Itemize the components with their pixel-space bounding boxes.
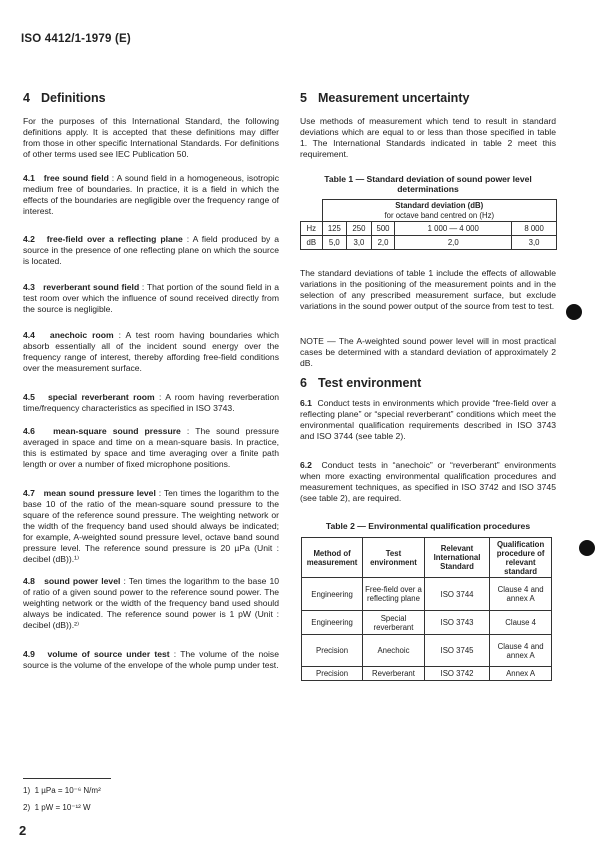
clause-number: 4.1: [23, 173, 35, 183]
table-cell: ISO 3742: [424, 667, 489, 681]
clause-text: Conduct tests in environments which provide “free-field over a reflecting plane” or “special reverberant” conditions which meet the environmental qualification requirements described in ISO 3743 and ISO 3744 (see table 2).: [300, 398, 556, 441]
table-cell: Engineering: [302, 611, 363, 635]
clause-text: Conduct tests in “anechoic” or “reverberant” environments when more exacting environmental qualification procedures and measurement techniques, as specified in ISO 3742 and ISO 3745 (see table 2), are required.: [300, 460, 556, 503]
definition-4-1: [23, 173, 279, 217]
clause-6-2: [300, 460, 556, 504]
term: reverberant sound field: [43, 282, 140, 292]
term: anechoic room: [49, 330, 114, 340]
term: mean-square sound pressure: [53, 426, 181, 436]
definition-4-4: [23, 330, 279, 374]
table-2: [301, 537, 552, 681]
section-6-heading: [300, 376, 421, 390]
section-5-note: [300, 336, 556, 369]
table-cell: 3,0: [347, 236, 372, 250]
punch-hole-mark: [579, 540, 595, 556]
definition-4-9: [23, 649, 279, 671]
footnote-text: 1 µPa = 10⁻⁶ N/m²: [34, 786, 101, 795]
table-cell: Engineering: [302, 578, 363, 611]
table-cell: 2,0: [395, 236, 512, 250]
clause-number: 4.8: [23, 576, 35, 586]
clause-6-1: [300, 398, 556, 442]
term: mean sound pressure level: [43, 488, 156, 498]
section-4-heading: [23, 91, 106, 105]
table-1-header-subtitle: for octave band centred on (Hz): [384, 210, 495, 220]
definition-text: : A room having reverberation time/frequency characteristics as specified in ISO 3743.: [23, 392, 280, 413]
definition-text: : The sound pressure averaged in space and time on a mean-square basis. In practice, this is estimated by space and time averaging over a finite path length or over a number of fixed microphone positions.: [23, 426, 279, 469]
section-5-intro: [300, 116, 556, 160]
section-number: 5: [300, 91, 307, 105]
section-title: Definitions: [41, 91, 106, 105]
clause-number: 4.7: [23, 488, 35, 498]
table-cell: 5,0: [322, 236, 347, 250]
table-2-caption: Table 2 — Environmental qualification procedures: [325, 521, 531, 531]
intro-paragraph: Use methods of measurement which tend to result in standard deviations which are equal to or less than those specified in table 1. The International Standards indicated in table 2 meet this requirement.: [300, 116, 556, 159]
section-number: 6: [300, 376, 307, 390]
table-cell: 3,0: [512, 236, 557, 250]
table-cell: Special reverberant: [363, 611, 425, 635]
footnote-mark: 1): [23, 786, 31, 795]
intro-paragraph: For the purposes of this International Standard, the following definitions apply. It is accepted that these definitions may differ from those in other specific International Standards. For definitions of other terms used see IEC Publication 50.: [23, 116, 279, 159]
definition-text: : Ten times the logarithm to the base 10 of ratio of a given sound power to the reference sound power. The weighting network or the width of the frequency band used should always be indicated. The reference sound power is 1 pW (Unit : decibel (dB)).²⁾: [23, 576, 279, 630]
table-cell: 1 000 — 4 000: [395, 222, 512, 236]
definition-4-7: [23, 488, 279, 565]
clause-number: 4.4: [23, 330, 35, 340]
clause-number: 6.1: [300, 398, 312, 408]
table-1-header: [322, 200, 556, 222]
clause-number: 4.5: [23, 392, 35, 402]
definition-text: : A test room having boundaries which absorb essentially all of the incident sound energy over the frequency range of interest, thereby affording free-field conditions over the measurement surface.: [23, 330, 279, 373]
footnote-mark: 2): [23, 803, 31, 812]
section-number: 4: [23, 91, 30, 105]
section-5-after-table: [300, 268, 556, 312]
table-1-header-title: Standard deviation (dB): [395, 200, 484, 210]
table-cell: Clause 4: [490, 611, 552, 635]
table-cell: dB: [301, 236, 323, 250]
definition-text: : That portion of the sound field in a test room over which the influence of sound received directly from the source is negligible.: [23, 282, 279, 314]
definition-4-8: [23, 576, 279, 631]
term: volume of source under test: [47, 649, 170, 659]
punch-hole-mark: [566, 304, 582, 320]
table-1-row-db: [301, 236, 557, 250]
table-row: [302, 578, 552, 611]
term: sound power level: [44, 576, 121, 586]
table-cell: 500: [371, 222, 395, 236]
clause-number: 4.3: [23, 282, 35, 292]
table-2-header-environment: Test environment: [363, 538, 425, 578]
section-title: Test environment: [318, 376, 422, 390]
term: special reverberant room: [47, 392, 155, 402]
table-2-header-row: [302, 538, 552, 578]
section-title: Measurement uncertainty: [318, 91, 470, 105]
table-cell: 125: [322, 222, 347, 236]
table-cell: Anechoic: [363, 635, 425, 667]
table-cell: Precision: [302, 667, 363, 681]
definition-text: : Ten times the logarithm to the base 10 of the ratio of the mean-square sound pressure to the square of the reference sound pressure. The weighting network or the width of the frequency band used should always be indicated; for example, A-weighted sound pressure level, octave band sound pressure level. The reference sound pressure is 20 µPa (Unit : decibel (dB)).¹⁾: [23, 488, 279, 564]
footnote-rule: [23, 778, 111, 779]
table-cell: Precision: [302, 635, 363, 667]
table-cell: ISO 3744: [424, 578, 489, 611]
table-row: [302, 635, 552, 667]
table-row: [302, 611, 552, 635]
table-cell: Free-field over a reflecting plane: [363, 578, 425, 611]
footnote-text: 1 pW = 10⁻¹² W: [34, 803, 91, 812]
definition-text: : A field produced by a source in the presence of one reflecting plane on which the source is located.: [23, 234, 279, 266]
footnote-2: [23, 803, 91, 812]
definition-4-5: [23, 392, 279, 414]
section-5-heading: [300, 91, 469, 105]
clause-number: 4.9: [23, 649, 35, 659]
table-2-header-procedure: Qualification procedure of relevant standard: [490, 538, 552, 578]
definition-4-3: [23, 282, 279, 315]
table-cell: ISO 3745: [424, 635, 489, 667]
definition-4-6: [23, 426, 279, 470]
table-1-caption: Table 1 — Standard deviation of sound power level determinations: [324, 174, 532, 194]
note-text: NOTE — The A-weighted sound power level will in most practical cases be determined with a standard deviation of approximately 2 dB.: [300, 336, 556, 368]
paragraph: The standard deviations of table 1 include the effects of allowable variations in the positioning of the measurement points and in the selection of any prescribed measurement surface, but exclude variations in the sound power output of the source from test to test.: [300, 268, 556, 311]
table-cell: ISO 3743: [424, 611, 489, 635]
table-cell: 250: [347, 222, 372, 236]
table-cell: Clause 4 and annex A: [490, 635, 552, 667]
clause-number: 6.2: [300, 460, 312, 470]
table-1: [300, 199, 557, 250]
table-cell: 8 000: [512, 222, 557, 236]
table-2-header-standard: Relevant International Standard: [424, 538, 489, 578]
definition-text: : A sound field in a homogeneous, isotropic medium free of boundaries. In practice, it is a field in which the effects of the boundaries are negligible over the frequency range of interest.: [23, 173, 279, 216]
clause-number: 4.6: [23, 426, 35, 436]
definition-4-2: [23, 234, 279, 267]
page-number: 2: [19, 823, 27, 838]
term: free-field over a reflecting plane: [46, 234, 183, 244]
table-cell: Hz: [301, 222, 323, 236]
table-2-header-method: Method of measurement: [302, 538, 363, 578]
definition-text: : The volume of the noise source is the volume of the envelope of the whole pump under test.: [23, 649, 280, 670]
clause-number: 4.2: [23, 234, 35, 244]
footnote-1: [23, 786, 101, 795]
document-header: ISO 4412/1-1979 (E): [21, 33, 131, 45]
table-cell: Clause 4 and annex A: [490, 578, 552, 611]
table-cell: 2,0: [371, 236, 395, 250]
table-row: [302, 667, 552, 681]
term: free sound field: [43, 173, 109, 183]
section-4-intro: [23, 116, 279, 160]
table-1-row-hz: [301, 222, 557, 236]
table-cell: Reverberant: [363, 667, 425, 681]
table-cell: Annex A: [490, 667, 552, 681]
